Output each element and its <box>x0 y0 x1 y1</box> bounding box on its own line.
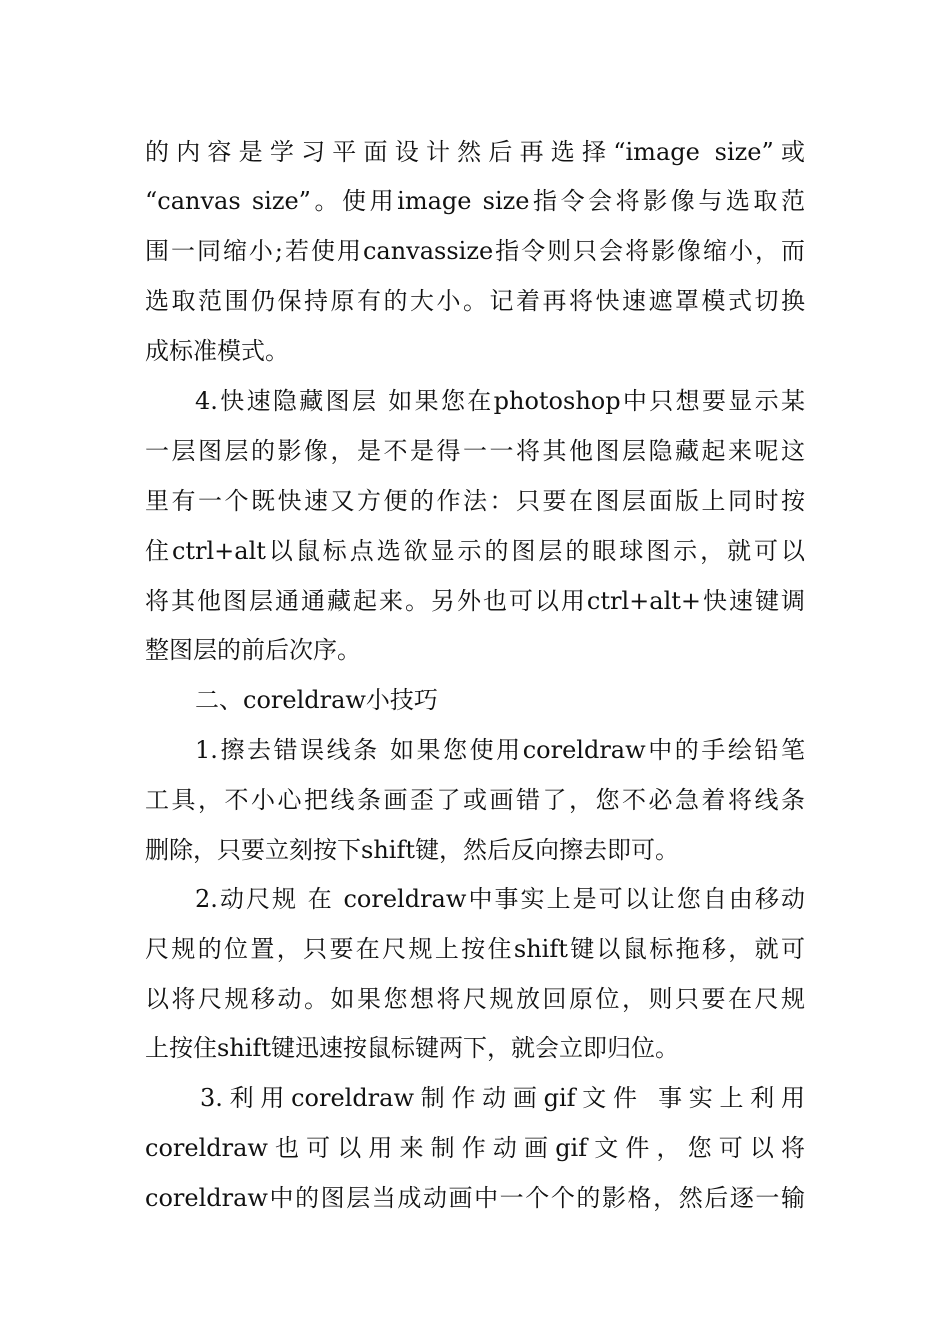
paragraph-line: 的内容是学习平面设计然后再选择“image size”或 <box>145 138 805 166</box>
paragraph-line: 删除，只要立刻按下shift键，然后反向擦去即可。 <box>145 836 679 864</box>
paragraph-line: 尺规的位置，只要在尺规上按住shift键以鼠标拖移，就可 <box>145 935 805 963</box>
paragraph-line: 上按住shift键迅速按鼠标键两下，就会立即归位。 <box>145 1034 679 1062</box>
section-heading-line: 4.快速隐藏图层 如果您在photoshop中只想要显示某 <box>195 387 805 415</box>
section-heading-line: 2.动尺规 在 coreldraw中事实上是可以让您自由移动 <box>195 885 805 913</box>
paragraph-line: 成标准模式。 <box>145 337 289 365</box>
paragraph-line: 以将尺规移动。如果您想将尺规放回原位，则只要在尺规 <box>145 985 805 1013</box>
paragraph-line: 住ctrl+alt以鼠标点选欲显示的图层的眼球图示，就可以 <box>145 537 805 565</box>
paragraph-line: coreldraw中的图层当成动画中一个个的影格，然后逐一输 <box>145 1184 805 1212</box>
section-heading-line: 3.利用coreldraw制作动画gif文件 事实上利用 <box>200 1084 805 1112</box>
section-title: 二、coreldraw小技巧 <box>195 686 438 714</box>
section-heading-line: 1.擦去错误线条 如果您使用coreldraw中的手绘铅笔 <box>195 736 805 764</box>
paragraph-line: 里有一个既快速又方便的作法：只要在图层面版上同时按 <box>145 487 805 515</box>
paragraph-line: coreldraw也可以用来制作动画gif文件，您可以将 <box>145 1134 805 1162</box>
paragraph-line: 围一同缩小;若使用canvassize指令则只会将影像缩小，而 <box>145 237 805 265</box>
paragraph-line: “canvas size”。使用image size指令会将影像与选取范 <box>145 187 805 215</box>
paragraph-line: 工具，不小心把线条画歪了或画错了，您不必急着将线条 <box>145 786 805 814</box>
paragraph-line: 一层图层的影像，是不是得一一将其他图层隐藏起来呢这 <box>145 437 805 465</box>
paragraph-line: 整图层的前后次序。 <box>145 636 361 664</box>
paragraph-line: 将其他图层通通藏起来。另外也可以用ctrl+alt+快速键调 <box>145 587 805 615</box>
paragraph-line: 选取范围仍保持原有的大小。记着再将快速遮罩模式切换 <box>145 287 805 315</box>
